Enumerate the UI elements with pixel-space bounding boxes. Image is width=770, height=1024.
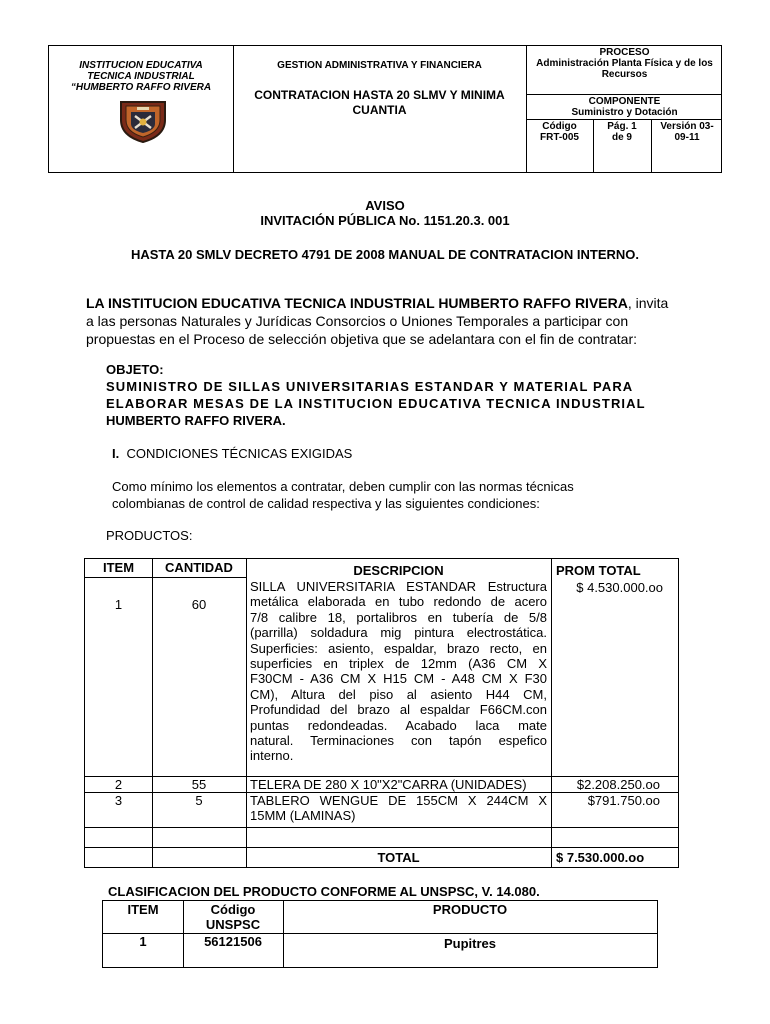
version-cell: Versión 03- 09-11 xyxy=(660,121,714,143)
row-descripcion: SILLA UNIVERSITARIA ESTANDAR Estructura metálica elaborada en tubo redondo de acero 7/8 calibre 18, portalibros en tubería de 5/8 (parrilla) soldadura mig pintura electrostática. Superficies: asiento, espaldar, brazo recto, en superficies en triplex de 12mm (A36 CM X F30CM - A36 CM X H15 CM - A48 CM X F30 CM), Altura del piso al asiento H44 CM, Profundidad del brazo al espaldar F66CM.con puntas redondeadas. Acabado laca mate natural. Terminaciones con tapón espefico interno. xyxy=(250,579,547,764)
document-header xyxy=(48,45,722,173)
header-codigo: Código UNSPSC xyxy=(205,902,261,933)
intro-line-2: a las personas Naturales y Jurídicas Consorcios o Uniones Temporales a participar con xyxy=(86,313,629,329)
componente-block: COMPONENTE Suministro y Dotación xyxy=(571,96,678,118)
row-producto: Pupitres xyxy=(443,936,496,951)
area-label: GESTION ADMINISTRATIVA Y FINANCIERA xyxy=(277,60,482,71)
proceso-block: PROCESO Administración Planta Física y de los Recursos xyxy=(536,47,713,80)
table-divider xyxy=(85,847,678,848)
row-item: 3 xyxy=(114,793,123,808)
institution-crest-logo xyxy=(115,98,171,144)
header-cantidad: CANTIDAD xyxy=(165,560,233,575)
objeto-line: SUMINISTRO DE SILLAS UNIVERSITARIAS ESTANDAR Y MATERIAL PARA xyxy=(106,379,634,394)
condiciones-heading: I. CONDICIONES TÉCNICAS EXIGIDAS xyxy=(112,446,353,461)
row-cantidad: 5 xyxy=(195,793,203,808)
header-prom-total: PROM TOTAL xyxy=(556,563,641,578)
pagina-cell: Pág. 1 de 9 xyxy=(607,121,637,143)
institution-lead: LA INSTITUCION EDUCATIVA TECNICA INDUSTRIAL HUMBERTO RAFFO RIVERA xyxy=(86,295,628,311)
intro-line-1: LA INSTITUCION EDUCATIVA TECNICA INDUSTRIAL HUMBERTO RAFFO RIVERA, invita xyxy=(86,295,669,311)
condiciones-text: Como mínimo los elementos a contratar, deben cumplir con las normas técnicas xyxy=(112,479,574,494)
row-item: 1 xyxy=(114,597,123,612)
row-total: $791.750.oo xyxy=(587,793,660,808)
row-item: 2 xyxy=(114,777,123,792)
row-descripcion: TABLERO WENGUE DE 155CM X 244CM X 15MM (LAMINAS) xyxy=(250,793,547,824)
institution-name: INSTITUCION EDUCATIVA TECNICA INDUSTRIAL “HUMBERTO RAFFO RIVERA xyxy=(70,60,212,93)
total-label: TOTAL xyxy=(377,850,420,865)
row-item: 1 xyxy=(139,934,147,949)
row-total: $2.208.250.oo xyxy=(576,777,660,792)
row-total: $ 4.530.000.oo xyxy=(576,580,663,595)
invitacion-title: INVITACIÓN PÚBLICA No. 1151.20.3. 001 xyxy=(260,213,510,228)
aviso-title: AVISO xyxy=(365,198,405,213)
header-divider xyxy=(526,119,721,120)
objeto-line: HUMBERTO RAFFO RIVERA. xyxy=(106,413,286,428)
header-divider xyxy=(526,94,721,95)
clasificacion-title: CLASIFICACION DEL PRODUCTO CONFORME AL UNSPSC, V. 14.080. xyxy=(108,884,540,899)
intro-line-3: propuestas en el Proceso de selección objetiva que se adelantara con el fin de contratar: xyxy=(86,331,638,347)
table-divider xyxy=(551,559,552,867)
objeto-line: ELABORAR MESAS DE LA INSTITUCION EDUCATIVA TECNICA INDUSTRIAL xyxy=(106,396,646,411)
row-codigo: 56121506 xyxy=(204,934,262,949)
table-divider xyxy=(246,559,247,867)
header-item: ITEM xyxy=(127,902,159,917)
row-cantidad: 55 xyxy=(191,777,207,792)
codigo-cell: Código FRT-005 xyxy=(540,121,579,143)
clasificacion-table xyxy=(102,900,658,968)
productos-label: PRODUCTOS: xyxy=(106,528,193,543)
condiciones-text: colombianas de control de calidad respectiva y las siguientes condiciones: xyxy=(112,496,540,511)
table-divider xyxy=(85,827,678,828)
document-title: CONTRATACION HASTA 20 SLMV Y MINIMA CUANTIA xyxy=(254,88,505,117)
row-cantidad: 60 xyxy=(191,597,207,612)
table-divider xyxy=(85,577,246,578)
decreto-subtitle: HASTA 20 SMLV DECRETO 4791 DE 2008 MANUAL DE CONTRATACION INTERNO. xyxy=(130,247,640,262)
header-producto: PRODUCTO xyxy=(432,902,508,917)
products-table xyxy=(84,558,679,868)
total-value: $ 7.530.000.oo xyxy=(556,850,645,865)
header-descripcion: DESCRIPCION xyxy=(353,563,444,578)
header-item: ITEM xyxy=(102,560,135,575)
objeto-label: OBJETO: xyxy=(106,362,164,377)
row-descripcion: TELERA DE 280 X 10"X2"CARRA (UNIDADES) xyxy=(250,777,527,792)
